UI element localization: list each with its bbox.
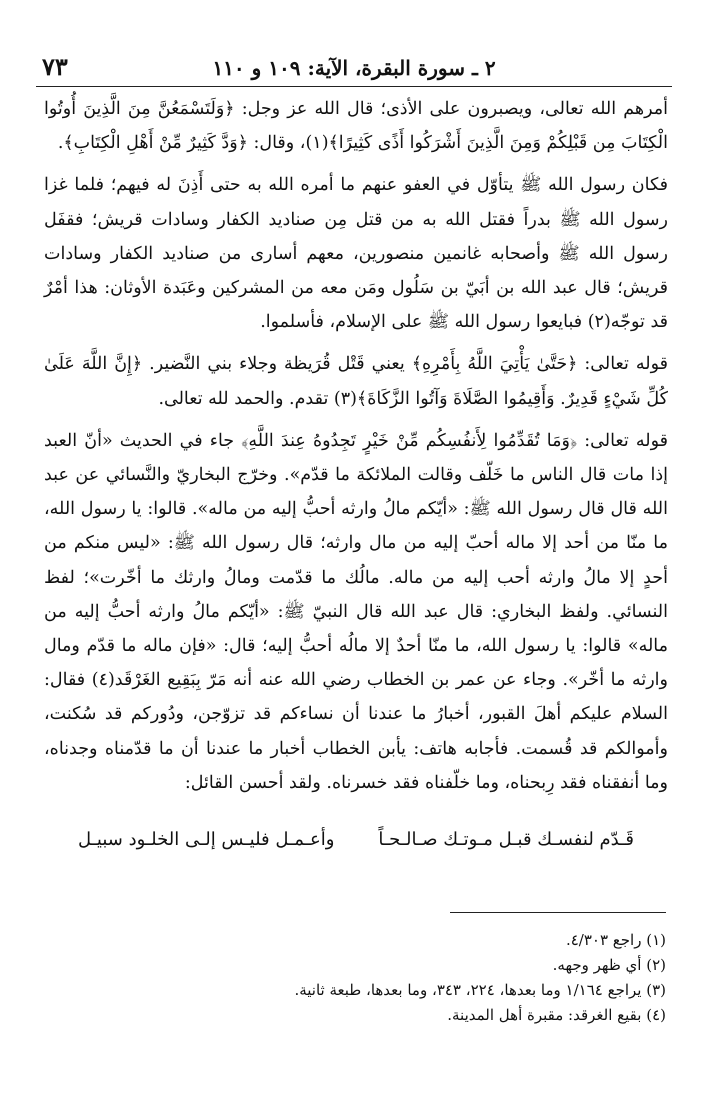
poem-verse	[72, 825, 640, 865]
paragraph: فكان رسول الله ﷺ يتأوّل في العفو عنهم ما أمره الله به حتى أَذِنَ له فيهم؛ فلما غزا رسول الله ﷺ بدراً فقتل الله به من قتل مِن صناديد الكفار وسادات قريش؛ فقفَل رسول الله ﷺ وأصحابه غانمين منصورين، معهم أسارى من صناديد الكفار وسادات قريش؛ قال عبد الله بن أبَيّ بن سَلُول ومَن معه من المشركين وعَبَدة الأوثان: هذا أمْرٌ قد توجّه(٢) فبايعوا رسول الله ﷺ على الإسلام، فأسلموا.	[44, 175, 668, 333]
footnote-divider	[450, 912, 666, 913]
footnote: (٣) يراجع ١/١٦٤ وما بعدها، ٢٢٤، ٣٤٣، وما بعدها، طبعة ثانية.	[294, 981, 666, 999]
poem-second-hemistich: وأعـمـل فليـس إلـى الخلـود سبيـل	[78, 829, 335, 850]
header-title: ٢ ـ سورة البقرة، الآية: ١٠٩ و ١١٠	[212, 56, 496, 80]
main-text	[44, 92, 668, 800]
footnote: (٢) أي ظهر وجهه.	[552, 956, 666, 974]
paragraph: أمرهم الله تعالى، ويصبرون على الأذى؛ قال الله عز وجل: ﴿وَلَتَسْمَعُنَّ مِنَ الَّذِينَ أُوتُوا الْكِتَابَ مِن قَبْلِكُمْ وَمِنَ الَّذِينَ أَشْرَكُوا أَذًى كَثِيرًا﴾(١)، وقال: ﴿وَدَّ كَثِيرٌ مِّنْ أَهْلِ الْكِتَابِ﴾.	[44, 99, 668, 154]
poem-first-hemistich: قَـدّم لنفسـك قبـل مـوتـك صـالـحـاً	[378, 829, 634, 850]
running-header	[36, 52, 672, 87]
footnote: (٤) بقيع الغرقد: مقبرة أهل المدينة.	[447, 1006, 666, 1024]
page-number: ٧٣	[42, 52, 68, 81]
footnotes	[40, 928, 666, 1028]
paragraph: قوله تعالى: ﴿وَمَا تُقَدِّمُوا لِأَنفُسِكُم مِّنْ خَيْرٍ تَجِدُوهُ عِندَ اللَّهِ﴾ جاء في الحديث «أنّ العبد إذا مات قال الناس ما خَلّف وقالت الملائكة ما قدّم». وخرّج البخاريّ والنَّسائي عن عبد الله قال قال رسول الله ﷺ: «أيّكم مالُ وارثه أحبُّ إليه من ماله». قالوا: يا رسول الله، ما منّا من أحد إلا ماله أحبّ إليه من مال وارثه؛ قال رسول الله ﷺ: «ليس منكم من أحدٍ إلا مالُ وارثه أحب إليه من ماله. مالُك ما قدّمت ومالُ وارثك ما أخّرت»؛ لفظ النسائي. ولفظ البخاري: قال عبد الله قال النبيّ ﷺ: «أيّكم مالُ وارثه أحبُّ إليه من ماله» قالوا: يا رسول الله، ما منّا أحدٌ إلا مالُه أحبُّ إليه؛ قال: «فإن ماله ما قدّم ومال وارثه ما أخّر». وجاء عن عمر بن الخطاب رضي الله عنه أنه مَرّ بِبَقِيع الغَرْقَد(٤) فقال: السلام عليكم أهلَ القبور، أخبارُ ما عندنا أن نساءكم قد تزوّجن، ودُوركم قد سُكنت، وأموالكم قد قُسمت. فأجابه هاتف: يأبن الخطاب أخبار ما عندنا أن ما قدّمناه وجدناه، وما أنفقناه فقد رِبحناه، وما خلّفناه فقد خسرناه. ولقد أحسن القائل:	[44, 430, 668, 793]
footnote: (١) راجع ٤/٣٠٣.	[565, 931, 666, 949]
paragraph: قوله تعالى: ﴿حَتَّىٰ يَأْتِيَ اللَّهُ بِأَمْرِهِ﴾ يعني قَتْل قُرَيظة وجلاء بني النَّضير. ﴿إِنَّ اللَّهَ عَلَىٰ كُلِّ شَيْءٍ قَدِيرٌ. وَأَقِيمُوا الصَّلَاةَ وَآتُوا الزَّكَاةَ﴾(٣) تقدم. والحمد لله تعالى.	[44, 354, 668, 409]
